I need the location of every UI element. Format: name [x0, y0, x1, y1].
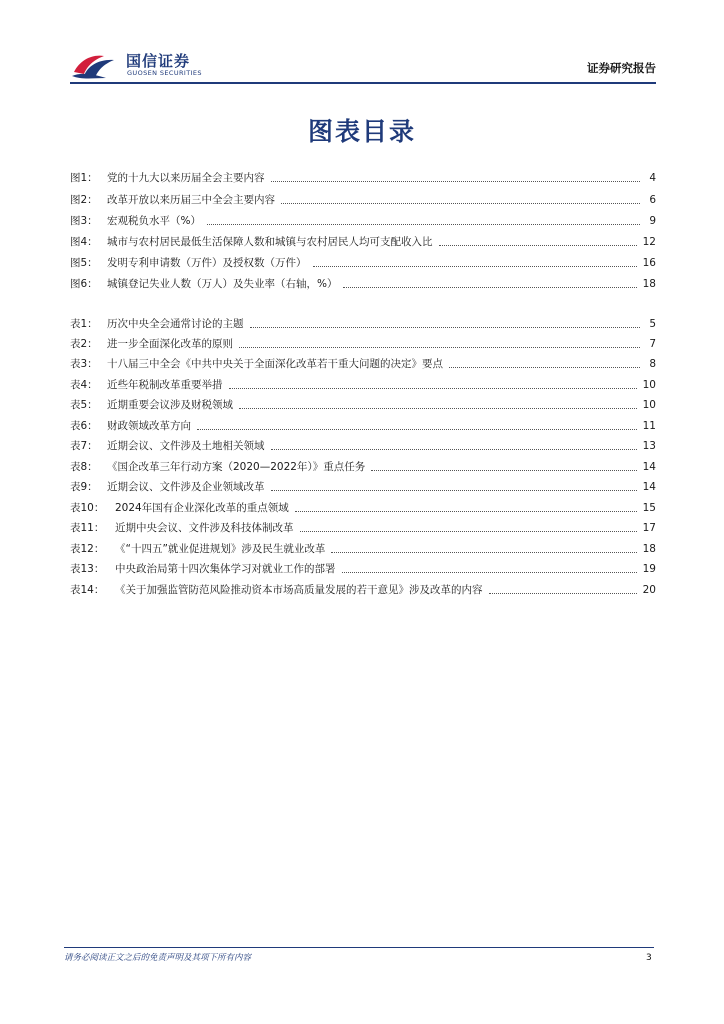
page-title: 图表目录	[307, 117, 416, 146]
toc-entry-table-7[interactable]	[70, 438, 656, 454]
dot-leader	[271, 181, 641, 182]
dot-leader	[271, 449, 637, 450]
dot-leader	[439, 245, 637, 246]
dot-leader	[313, 266, 637, 267]
entry-label: 图2：	[70, 194, 98, 206]
dot-leader	[489, 593, 637, 594]
toc-entry-figure-1[interactable]	[70, 170, 656, 186]
disclaimer-note: 请务必阅读正文之后的免责声明及其项下所有内容	[64, 953, 252, 963]
toc-entry-table-11[interactable]	[70, 520, 656, 536]
entry-page: 19	[642, 563, 656, 575]
toc-entry-table-9[interactable]	[70, 479, 656, 495]
toc-entry-table-5[interactable]	[70, 397, 656, 413]
entry-title: 发明专利申请数（万件）及授权数（万件）	[107, 257, 307, 269]
dot-leader	[207, 224, 640, 225]
header-divider	[70, 82, 656, 84]
toc-entry-figure-5[interactable]	[70, 255, 656, 271]
dot-leader	[281, 203, 640, 204]
dot-leader	[343, 287, 636, 288]
toc-entry-table-4[interactable]	[70, 377, 656, 393]
entry-label: 表13：	[70, 563, 105, 575]
entry-page: 7	[649, 338, 656, 350]
entry-page: 4	[649, 172, 656, 184]
dot-leader	[342, 572, 637, 573]
entry-title: 《“十四五”就业促进规划》涉及民生就业改革	[115, 543, 326, 555]
entry-label: 表4：	[70, 379, 98, 391]
entry-page: 11	[642, 420, 656, 432]
entry-title: 近期会议、文件涉及土地相关领域	[107, 440, 265, 452]
entry-label: 图6：	[70, 278, 98, 290]
entry-title: 党的十九大以来历届全会主要内容	[107, 172, 265, 184]
logo-text-en: GUOSEN SECURITIES	[127, 69, 202, 77]
entry-title: 《国企改革三年行动方案（2020—2022年）》重点任务	[107, 461, 366, 473]
dot-leader	[229, 388, 637, 389]
entry-page: 8	[649, 358, 656, 370]
entry-label: 表9：	[70, 481, 98, 493]
toc-entry-table-13[interactable]	[70, 561, 656, 577]
entry-title: 中央政治局第十四次集体学习对就业工作的部署	[115, 563, 336, 575]
entry-page: 10	[642, 399, 656, 411]
entry-label: 图5：	[70, 257, 98, 269]
toc-entry-figure-6[interactable]	[70, 276, 656, 292]
entry-label: 表3：	[70, 358, 98, 370]
dot-leader	[295, 511, 637, 512]
entry-label: 表11：	[70, 522, 105, 534]
dot-leader	[331, 552, 636, 553]
entry-label: 表1：	[70, 318, 98, 330]
entry-page: 17	[642, 522, 656, 534]
entry-title: 近期中央会议、文件涉及科技体制改革	[115, 522, 294, 534]
footer-divider	[64, 947, 654, 948]
dot-leader	[197, 429, 637, 430]
entry-title: 城镇登记失业人数（万人）及失业率（右轴，%）	[107, 278, 338, 290]
report-type-label: 证券研究报告	[587, 61, 656, 75]
toc-entry-table-12[interactable]	[70, 541, 656, 557]
entry-title: 十八届三中全会《中共中央关于全面深化改革若干重大问题的决定》要点	[107, 358, 443, 370]
entry-page: 13	[642, 440, 656, 452]
entry-title: 近期会议、文件涉及企业领域改革	[107, 481, 265, 493]
entry-title: 城市与农村居民最低生活保障人数和城镇与农村居民人均可支配收入比	[107, 236, 433, 248]
entry-title: 2024年国有企业深化改革的重点领域	[115, 502, 289, 514]
toc-entry-table-8[interactable]	[70, 459, 656, 475]
entry-label: 表10：	[70, 502, 105, 514]
toc-entry-table-10[interactable]	[70, 500, 656, 516]
entry-label: 表14：	[70, 584, 105, 596]
dot-leader	[449, 367, 640, 368]
entry-label: 表7：	[70, 440, 98, 452]
entry-page: 6	[649, 194, 656, 206]
page-number: 3	[646, 953, 652, 963]
entry-page: 20	[642, 584, 656, 596]
entry-label: 表8：	[70, 461, 98, 473]
entry-page: 18	[642, 278, 656, 290]
entry-title: 历次中央全会通常讨论的主题	[107, 318, 244, 330]
entry-page: 10	[642, 379, 656, 391]
entry-label: 图1：	[70, 172, 98, 184]
dot-leader	[371, 470, 636, 471]
entry-label: 图4：	[70, 236, 98, 248]
entry-label: 表2：	[70, 338, 98, 350]
guosen-logo	[70, 48, 210, 82]
entry-page: 14	[642, 481, 656, 493]
dot-leader	[300, 531, 637, 532]
toc-entry-table-6[interactable]	[70, 418, 656, 434]
entry-page: 16	[642, 257, 656, 269]
dot-leader	[250, 327, 641, 328]
entry-title: 改革开放以来历届三中全会主要内容	[107, 194, 275, 206]
entry-title: 财政领域改革方向	[107, 420, 191, 432]
entry-title: 近期重要会议涉及财税领域	[107, 399, 233, 411]
entry-title: 近些年税制改革重要举措	[107, 379, 223, 391]
dot-leader	[239, 408, 637, 409]
entry-label: 表12：	[70, 543, 105, 555]
entry-page: 5	[649, 318, 656, 330]
toc-entry-table-3[interactable]	[70, 356, 656, 372]
entry-label: 表5：	[70, 399, 98, 411]
entry-title: 进一步全面深化改革的原则	[107, 338, 233, 350]
toc-entry-figure-4[interactable]	[70, 234, 656, 250]
entry-page: 14	[642, 461, 656, 473]
page-header	[70, 48, 656, 84]
toc-entry-figure-2[interactable]	[70, 192, 656, 208]
entry-page: 15	[642, 502, 656, 514]
guosen-logo-mark-icon	[70, 50, 122, 80]
dot-leader	[239, 347, 640, 348]
logo-text-cn: 国信证券	[126, 52, 191, 70]
dot-leader	[271, 490, 637, 491]
entry-title: 宏观税负水平（%）	[107, 215, 201, 227]
entry-page: 18	[642, 543, 656, 555]
entry-label: 图3：	[70, 215, 98, 227]
toc-entry-table-1[interactable]	[70, 316, 656, 332]
entry-label: 表6：	[70, 420, 98, 432]
toc-entry-table-14[interactable]	[70, 582, 656, 598]
entry-page: 9	[649, 215, 656, 227]
toc-entry-table-2[interactable]	[70, 336, 656, 352]
toc-entry-figure-3[interactable]	[70, 213, 656, 229]
entry-title: 《关于加强监管防范风险推动资本市场高质量发展的若干意见》涉及改革的内容	[115, 584, 483, 596]
entry-page: 12	[642, 236, 656, 248]
